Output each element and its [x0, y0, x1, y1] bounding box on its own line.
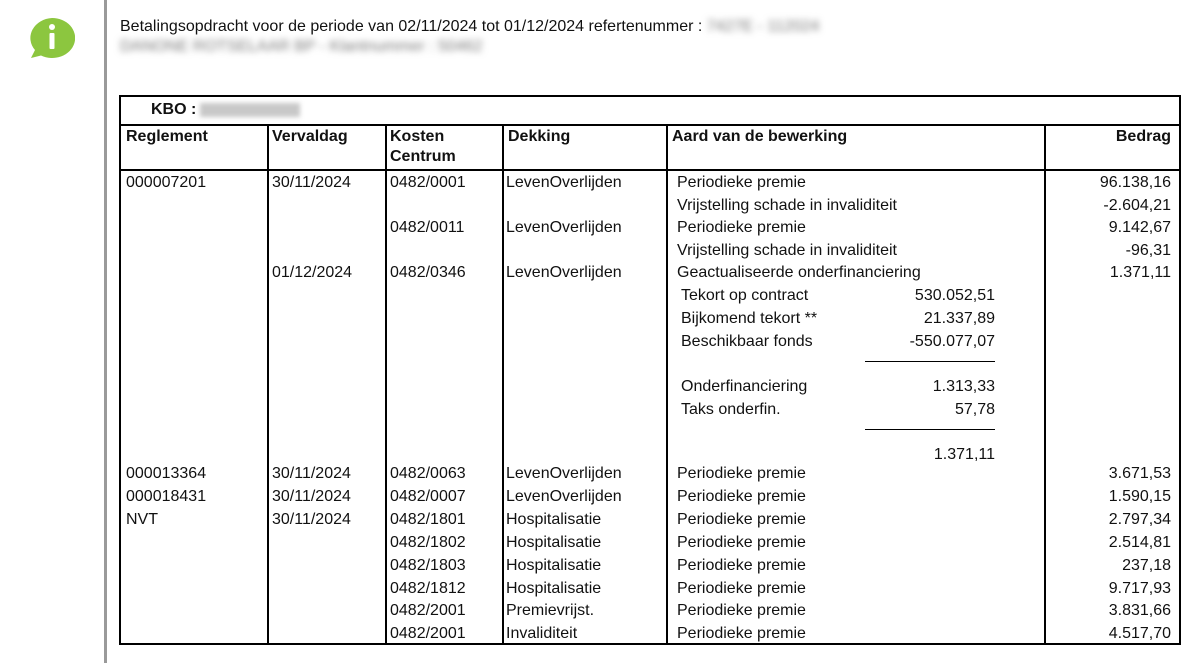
- breakdown-total: 1.371,11: [933, 446, 995, 463]
- cell-vervaldag: 01/12/2024: [272, 264, 353, 282]
- cell-dekking: LevenOverlijden: [506, 264, 622, 282]
- cell-dekking: Premievrijst.: [506, 602, 595, 620]
- col-header-bedrag: Bedrag: [1115, 128, 1171, 145]
- cell-bedrag: 9.717,93: [1108, 579, 1171, 597]
- cell-dekking: Hospitalisatie: [506, 556, 602, 574]
- cell-aard: Vrijstelling schade in invaliditeit: [677, 241, 897, 259]
- col-header-kosten-line2: Centrum: [390, 148, 456, 165]
- col-header-aard: Aard van de bewerking: [672, 128, 848, 145]
- breakdown-label: Taks onderfin.: [681, 401, 781, 418]
- breakdown-value: 57,78: [954, 401, 995, 418]
- col-divider: [502, 124, 504, 643]
- cell-bedrag: -2.604,21: [1103, 196, 1171, 214]
- col-header-reglement: Reglement: [126, 128, 208, 145]
- cell-dekking: LevenOverlijden: [506, 174, 622, 191]
- cell-centrum: 0482/2001: [390, 602, 466, 620]
- cell-dekking: Hospitalisatie: [506, 579, 602, 597]
- breakdown-label: Bijkomend tekort **: [681, 310, 818, 327]
- breakdown-label: Onderfinanciering: [681, 378, 808, 395]
- cell-bedrag: 2.514,81: [1108, 533, 1171, 551]
- client-line: [120, 38, 483, 56]
- client-name: DANONE ROTSELAAR BP - Klantnummer : 50462: [120, 38, 483, 55]
- cell-aard: Periodieke premie: [677, 465, 806, 482]
- col-header-vervaldag: Vervaldag: [272, 128, 348, 145]
- cell-aard: Periodieke premie: [677, 533, 806, 551]
- separator-line: [104, 0, 107, 663]
- cell-aard: Periodieke premie: [677, 219, 806, 237]
- cell-centrum: 0482/1812: [390, 579, 466, 597]
- cell-aard: Periodieke premie: [677, 602, 806, 620]
- col-header-kosten-line1: Kosten: [390, 128, 445, 145]
- cell-aard: Vrijstelling schade in invaliditeit: [677, 196, 897, 214]
- cell-vervaldag: 30/11/2024: [272, 510, 351, 528]
- header-divider: [121, 169, 1179, 171]
- cell-reglement: 000018431: [126, 487, 207, 505]
- kbo-value: [200, 103, 300, 117]
- cell-centrum: 0482/1802: [390, 533, 466, 551]
- breakdown-value: 1.313,33: [932, 378, 995, 395]
- cell-bedrag: 4.517,70: [1108, 625, 1171, 643]
- cell-centrum: 0482/1803: [390, 556, 466, 574]
- cell-aard: Periodieke premie: [677, 579, 806, 597]
- cell-dekking: Hospitalisatie: [506, 510, 602, 528]
- cell-bedrag: 3.671,53: [1108, 465, 1171, 482]
- cell-aard: Periodieke premie: [677, 510, 806, 528]
- breakdown-value: 530.052,51: [914, 287, 995, 304]
- kbo-row: [121, 97, 1179, 126]
- cell-centrum: 0482/0001: [390, 174, 466, 191]
- cell-bedrag: 1.590,15: [1108, 487, 1171, 505]
- col-divider: [385, 124, 387, 643]
- cell-bedrag: 1.371,11: [1109, 264, 1171, 282]
- cell-aard: Geactualiseerde onderfinanciering: [677, 264, 921, 282]
- payment-table: [119, 95, 1181, 645]
- cell-aard: Periodieke premie: [677, 174, 806, 191]
- subtotal-rule: [865, 429, 995, 430]
- cell-bedrag: 3.831,66: [1108, 602, 1171, 620]
- col-divider: [1044, 124, 1046, 643]
- cell-vervaldag: 30/11/2024: [272, 174, 351, 191]
- col-header-dekking: Dekking: [508, 128, 571, 145]
- breakdown-label: Tekort op contract: [681, 287, 809, 304]
- cell-centrum: 0482/0011: [390, 219, 465, 237]
- col-divider: [666, 124, 668, 643]
- cell-bedrag: 9.142,67: [1108, 219, 1171, 237]
- cell-reglement: 000013364: [126, 465, 207, 482]
- cell-bedrag: -96,31: [1125, 241, 1171, 259]
- breakdown-value: 21.337,89: [923, 310, 995, 327]
- cell-vervaldag: 30/11/2024: [272, 465, 351, 482]
- reference-number: 7427E - 112024: [706, 18, 820, 35]
- cell-centrum: 0482/0063: [390, 465, 466, 482]
- payment-title: [120, 18, 819, 36]
- cell-bedrag: 96.138,16: [1099, 174, 1171, 191]
- cell-centrum: 0482/0007: [390, 487, 466, 505]
- breakdown-label: Beschikbaar fonds: [681, 333, 813, 350]
- cell-dekking: Hospitalisatie: [506, 533, 602, 551]
- cell-dekking: LevenOverlijden: [506, 487, 622, 505]
- breakdown-value: -550.077,07: [909, 333, 995, 350]
- cell-dekking: Invaliditeit: [506, 625, 578, 643]
- col-header-kosten: [390, 127, 456, 167]
- subtotal-rule: [865, 361, 995, 362]
- cell-reglement: 000007201: [126, 174, 207, 191]
- kbo-label: KBO :: [151, 101, 197, 118]
- cell-centrum: 0482/2001: [390, 625, 466, 643]
- cell-aard: Periodieke premie: [677, 556, 806, 574]
- cell-bedrag: 2.797,34: [1108, 510, 1171, 528]
- cell-aard: Periodieke premie: [677, 487, 806, 505]
- cell-dekking: LevenOverlijden: [506, 219, 622, 237]
- cell-bedrag: 237,18: [1122, 556, 1171, 574]
- cell-vervaldag: 30/11/2024: [272, 487, 351, 505]
- payment-title-text: Betalingsopdracht voor de periode van 02/11/2024 tot 01/12/2024 refertenummer :: [120, 18, 703, 35]
- cell-dekking: LevenOverlijden: [506, 465, 622, 482]
- cell-reglement: NVT: [126, 510, 158, 528]
- cell-centrum: 0482/1801: [390, 510, 466, 528]
- col-divider: [267, 124, 269, 643]
- cell-centrum: 0482/0346: [390, 264, 466, 282]
- cell-aard: Periodieke premie: [677, 625, 806, 643]
- info-icon: [29, 18, 75, 58]
